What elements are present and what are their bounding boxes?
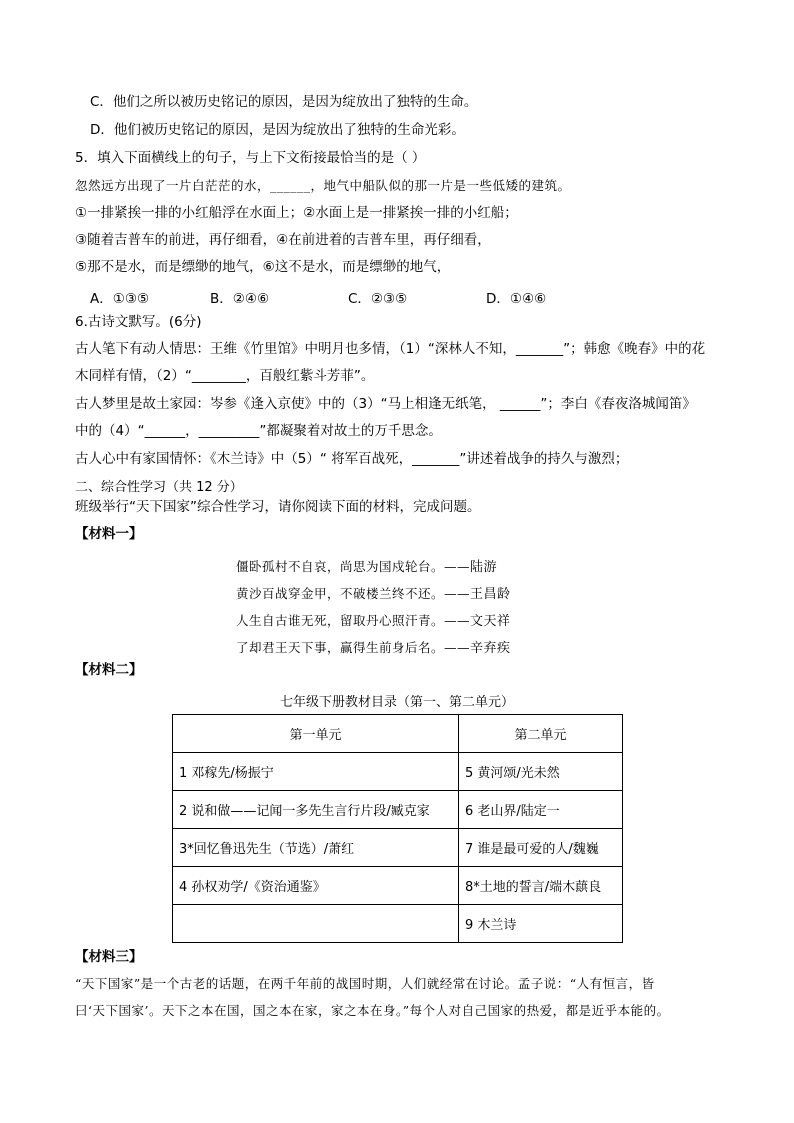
poem-text: 黄沙百战穿金甲，不破楼兰终不还。—— <box>236 586 471 601</box>
material3-line-2: 曰‘天下国家’。天下之本在国，国之本在家，家之本在身。”每个人对自己国家的热爱，都是近乎本能的。 <box>75 1003 670 1018</box>
material2-label: 【材料二】 <box>75 662 143 678</box>
table-header-row <box>173 715 623 753</box>
header-unit-2: 第二单元 <box>459 715 623 753</box>
q4-option-d: D．他们被历史铭记的原因，是因为绽放出了独特的生命光彩。 <box>90 122 465 138</box>
q6-paragraph-1a: 古人笔下有动人情思：王维《竹里馆》中明月也多情，（1）“深林人不知，_______”；韩愈《晚春》中的花 <box>75 341 706 357</box>
q6-title: 6.古诗文默写。(6分) <box>75 314 202 330</box>
textbook-contents-table <box>172 714 623 943</box>
q6-paragraph-3: 古人心中有家国情怀：《木兰诗》中（5）“ 将军百战死，_______”讲述着战争的持久与激烈； <box>75 451 629 467</box>
table-cell: 7 谁是最可爱的人/魏巍 <box>459 829 623 867</box>
q5-choice-line-1: ①一排紧挨一排的小红船浮在水面上；②水面上是一排紧挨一排的小红船； <box>75 205 518 221</box>
table-cell <box>173 905 459 943</box>
q5-stem: 5．填入下面横线上的句子，与上下文衔接最恰当的是（ ） <box>75 150 426 166</box>
material3-label: 【材料三】 <box>75 949 143 965</box>
q5-option-c: C．②③⑤ <box>348 291 408 307</box>
table-row <box>173 829 623 867</box>
poem-line <box>236 556 497 575</box>
table-cell: 8*土地的誓言/端木蕻良 <box>459 867 623 905</box>
header-unit-1: 第一单元 <box>173 715 459 753</box>
poem-line <box>236 637 511 656</box>
table-row <box>173 753 623 791</box>
poem-text: 了却君王天下事，赢得生前身后名。—— <box>236 640 471 655</box>
section2-heading: 二、综合性学习（共 12 分） <box>75 480 243 495</box>
table-cell: 6 老山界/陆定一 <box>459 791 623 829</box>
q5-choice-line-2: ③随着吉普车的前进，再仔细看，④在前进着的吉普车里，再仔细看， <box>75 232 491 248</box>
table-cell: 3*回忆鲁迅先生（节选）/萧红 <box>173 829 459 867</box>
poem-author: 王昌龄 <box>470 587 511 602</box>
table-title: 七年级下册教材目录（第一、第二单元） <box>279 695 514 710</box>
poem-line <box>236 583 511 602</box>
section2-intro: 班级举行“天下国家”综合性学习，请你阅读下面的材料，完成问题。 <box>75 499 481 515</box>
q6-paragraph-1b: 木同样有情，（2）“________，百般红紫斗芳菲”。 <box>75 368 375 384</box>
table-row <box>173 867 623 905</box>
q6-paragraph-2a: 古人梦里是故土家园：岑参《逢入京使》中的（3）“马上相逢无纸笔， ______”；李白《春夜洛城闻笛》 <box>75 396 696 412</box>
table-cell: 5 黄河颂/光未然 <box>459 753 623 791</box>
poem-author: 陆游 <box>470 560 498 575</box>
table-cell: 2 说和做——记闻一多先生言行片段/臧克家 <box>173 791 459 829</box>
q5-option-b: B．②④⑥ <box>210 291 270 307</box>
q4-option-c: C．他们之所以被历史铭记的原因，是因为绽放出了独特的生命。 <box>90 94 478 110</box>
q6-paragraph-2b: 中的（4）“______，_________”都凝聚着对故土的万千思念。 <box>75 423 442 439</box>
table-row <box>173 905 623 943</box>
poem-text: 人生自古谁无死，留取丹心照汗青。—— <box>236 613 471 628</box>
table-cell: 9 木兰诗 <box>459 905 623 943</box>
q5-option-d: D．①④⑥ <box>486 291 547 307</box>
q5-choice-line-3: ⑤那不是水，而是缥缈的地气，⑥这不是水，而是缥缈的地气， <box>75 259 451 275</box>
poem-author: 文天祥 <box>470 614 511 629</box>
poem-author: 辛弃疾 <box>470 641 511 656</box>
poem-text: 僵卧孤村不自哀，尚思为国戍轮台。—— <box>236 559 471 574</box>
table-cell: 1 邓稼先/杨振宁 <box>173 753 459 791</box>
poem-line <box>236 610 511 629</box>
q5-option-a: A．①③⑤ <box>90 291 150 307</box>
material3-line-1: “天下国家”是一个古老的话题，在两千年前的战国时期，人们就经常在讨论。孟子说：“人有恒言，皆 <box>75 976 655 991</box>
material1-label: 【材料一】 <box>75 526 143 542</box>
table-cell: 4 孙权劝学/《资治通鉴》 <box>173 867 459 905</box>
q5-passage: 忽然远方出现了一片白茫茫的水，______，地气中船队似的那一片是一些低矮的建筑。 <box>75 178 571 193</box>
q5-options <box>90 287 650 307</box>
table-row <box>173 791 623 829</box>
